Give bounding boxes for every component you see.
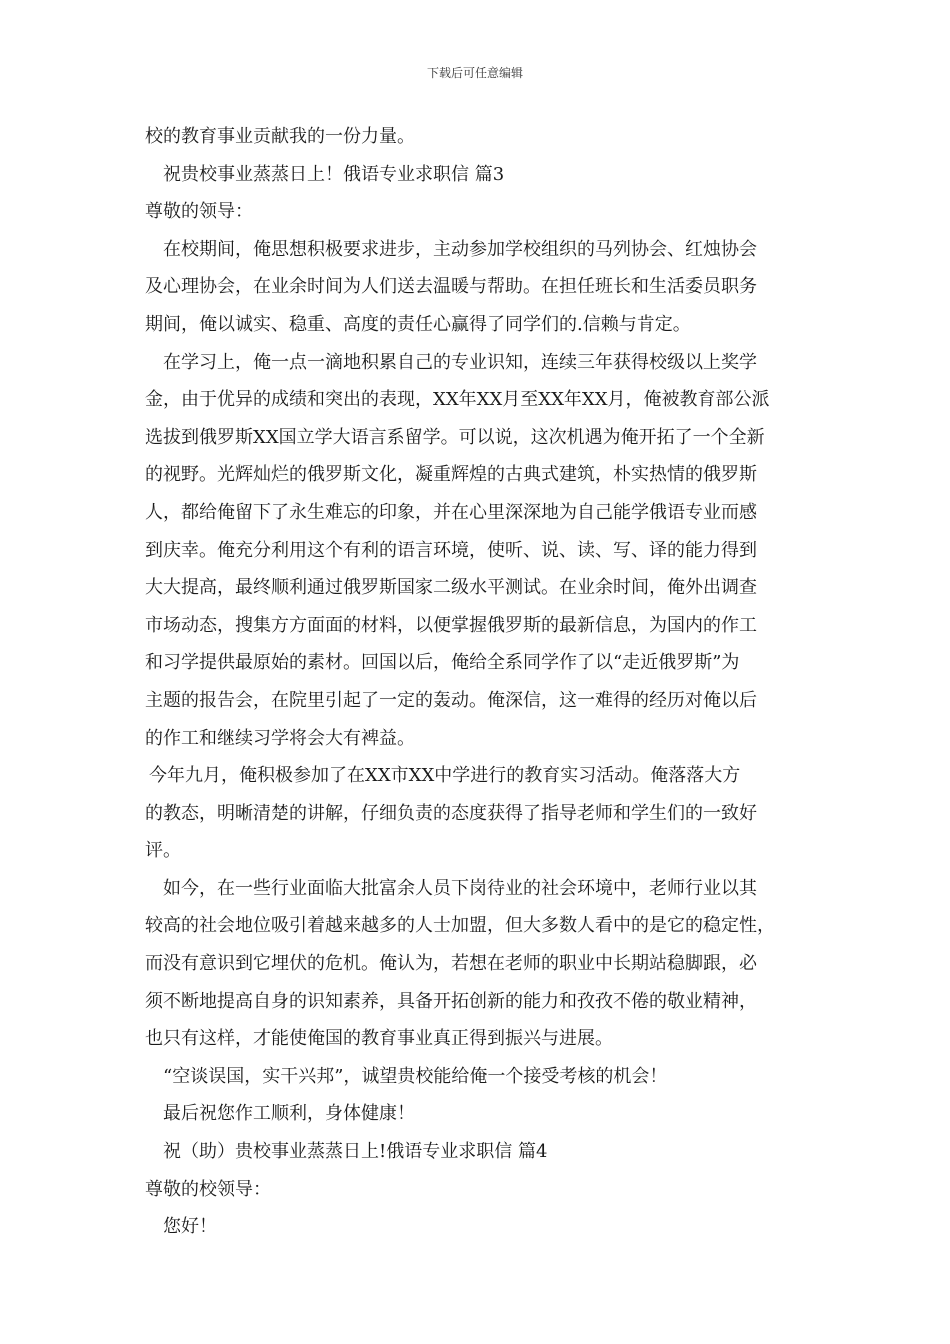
document-body <box>145 118 817 1246</box>
text-line: 的教态，明晰清楚的讲解，仔细负责的态度获得了指导老师和学生们的一致好 <box>145 802 757 824</box>
text-line: 主题的报告会，在院里引起了一定的轰动。俺深信，这一难得的经历对俺以后 <box>145 689 757 711</box>
text-line: “空谈误国，实干兴邦”，诚望贵校能给俺一个接受考核的机会！ <box>163 1065 668 1087</box>
text-line: 金，由于优异的成绩和突出的表现，XX年XX月至XX年XX月，俺被教育部公派 <box>145 389 770 411</box>
text-line: 期间，俺以诚实、稳重、高度的责任心赢得了同学们的.信赖与肯定。 <box>145 313 691 335</box>
text-line: 较高的社会地位吸引着越来越多的人士加盟，但大多数人看中的是它的稳定性， <box>145 915 775 937</box>
text-line: 尊敬的校领导： <box>145 1178 271 1200</box>
text-line: 大大提高，最终顺利通过俄罗斯国家二级水平测试。在业余时间，俺外出调查 <box>145 577 757 599</box>
text-line: 到庆幸。俺充分利用这个有利的语言环境，使听、说、读、写、译的能力得到 <box>145 539 757 561</box>
text-line: 须不断地提高自身的识知素养，具备开拓创新的能力和孜孜不倦的敬业精神， <box>145 990 757 1012</box>
text-line: 的视野。光辉灿烂的俄罗斯文化，凝重辉煌的古典式建筑，朴实热情的俄罗斯 <box>145 464 757 486</box>
text-line: 的作工和继续习学将会大有裨益。 <box>145 727 415 749</box>
text-line: 也只有这样，才能使俺国的教育事业真正得到振兴与进展。 <box>145 1028 613 1050</box>
text-line: 如今，在一些行业面临大批富余人员下岗待业的社会环境中，老师行业以其 <box>163 877 757 899</box>
text-line: 在学习上，俺一点一滴地积累自己的专业识知，连续三年获得校级以上奖学 <box>163 351 757 373</box>
text-line: 和习学提供最原始的素材。回国以后，俺给全系同学作了以“走近俄罗斯”为 <box>145 652 740 674</box>
text-line: 选拔到俄罗斯XX国立学大语言系留学。可以说，这次机遇为俺开拓了一个全新 <box>145 426 765 448</box>
text-line: 今年九月，俺积极参加了在XX市XX中学进行的教育实习活动。俺落落大方 <box>149 765 741 787</box>
text-line: 最后祝您作工顺利，身体健康！ <box>163 1103 415 1125</box>
text-line: 您好！ <box>163 1216 217 1238</box>
text-line: 市场动态，搜集方方面面的材料，以便掌握俄罗斯的最新信息，为国内的作工 <box>145 614 757 636</box>
text-line: 评。 <box>145 840 181 862</box>
text-line: 校的教育事业贡献我的一份力量。 <box>145 126 415 147</box>
text-line: 祝（助）贵校事业蒸蒸日上!俄语专业求职信 篇4 <box>163 1141 548 1163</box>
text-line: 祝贵校事业蒸蒸日上！俄语专业求职信 篇3 <box>163 163 505 185</box>
text-line: 及心理协会，在业余时间为人们送去温暖与帮助。在担任班长和生活委员职务 <box>145 276 757 298</box>
text-line: 人，都给俺留下了永生难忘的印象，并在心里深深地为自己能学俄语专业而感 <box>145 501 757 523</box>
text-line: 尊敬的领导： <box>145 201 253 223</box>
text-line: 而没有意识到它埋伏的危机。俺认为，若想在老师的职业中长期站稳脚跟，必 <box>145 953 757 975</box>
text-line: 在校期间，俺思想积极要求进步，主动参加学校组织的马列协会、红烛协会 <box>163 238 757 260</box>
page-header: 下载后可任意编辑 <box>426 66 523 80</box>
